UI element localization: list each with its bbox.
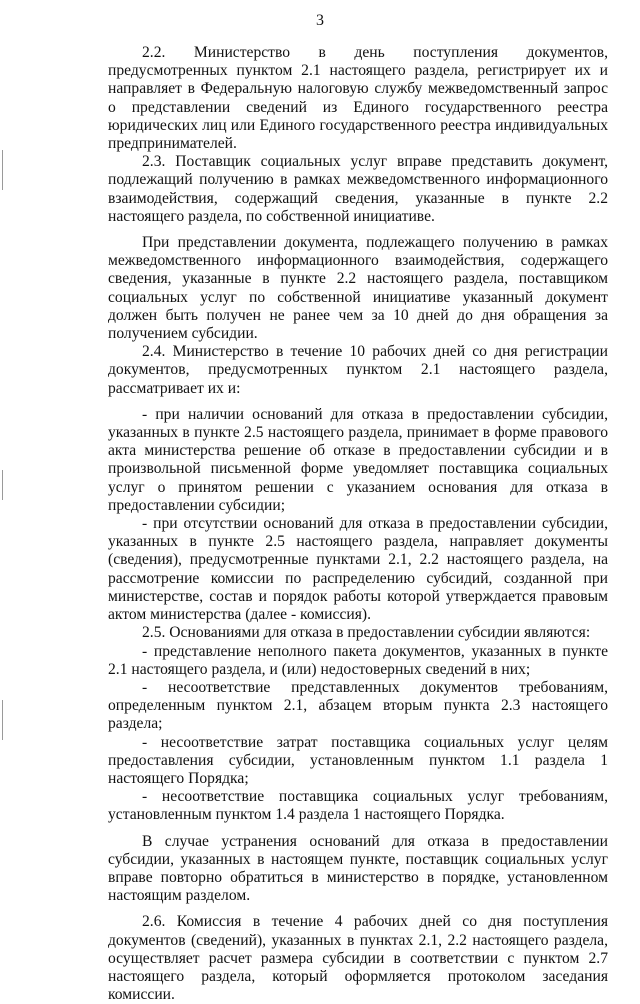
page-number: 3 xyxy=(316,12,324,29)
paragraph-2-3: 2.3. Поставщик социальных услуг вправе представить документ, подлежащий получению в рамках межведомственного информационного взаимодействия, содержащий сведения, указанные в пункте 2.2 настоящего раздела, по собственной инициативе. xyxy=(108,153,608,225)
paragraph-2-5: 2.5. Основаниями для отказа в предоставлении субсидии являются: xyxy=(142,624,591,642)
list-item-provider-mismatch: - несоответствие поставщика социальных услуг требованиям, установленным пунктом 1.4 раздела 1 настоящего Порядка. xyxy=(108,788,608,824)
list-item-cost-mismatch: - несоответствие затрат поставщика социальных услуг целям предоставления субсидии, установленным пунктом 1.1 раздела 1 настоящего Порядка; xyxy=(108,733,608,787)
paragraph-2-3-note: При представлении документа, подлежащего получению в рамках межведомственного информационного взаимодействия, содержащего сведения, указанные в пункте 2.2 настоящего раздела, поставщиком социальных услуг по собственной инициативе указанный документ должен быть получен не ранее чем за 10 дней до дня обращения за получением субсидии. xyxy=(108,234,608,343)
paragraph-2-5-resubmission: В случае устранения оснований для отказа в предоставлении субсидии, указанных в настоящем пункте, поставщик социальных услуг вправе повторно обратиться в министерство в порядке, установленном настоящим разделом. xyxy=(108,832,608,905)
list-item-document-mismatch: - несоответствие представленных документов требованиям, определенным пунктом 2.1, абзацем вторым пункта 2.3 настоящего раздела; xyxy=(108,678,608,733)
paragraph-2-4-commission: - при отсутствии оснований для отказа в предоставлении субсидии, указанных в пункте 2.5 настоящего раздела, направляет документы (сведения), предусмотренные пунктами 2.1, 2.2 настоящего раздела, на рассмотрение комиссии по распределению субсидий, созданной при министерстве, состав и порядок работы которой утверждается правовым актом министерства (далее - комиссия). xyxy=(108,515,608,624)
paragraph-2-4-refusal: - при наличии оснований для отказа в предоставлении субсидии, указанных в пункте 2.5 настоящего раздела, принимает в форме правового акта министерства решение об отказе в предоставлении субсидии и в произвольной письменной форме уведомляет поставщика социальных услуг о принятом решении с указанием основания для отказа в предоставлении субсидии; xyxy=(108,405,608,514)
scan-edge-mark xyxy=(2,700,3,740)
paragraph-2-4: 2.4. Министерство в течение 10 рабочих дней со дня регистрации документов, предусмотренных пунктом 2.1 настоящего раздела, рассматривает их и: xyxy=(108,343,608,397)
list-item-incomplete-package: - представление неполного пакета документов, указанных в пункте 2.1 настоящего раздела, и (или) недостоверных сведений в них; xyxy=(108,642,608,678)
scan-edge-mark xyxy=(2,470,3,500)
document-body xyxy=(108,44,608,1004)
paragraph-2-2: 2.2. Министерство в день поступления документов, предусмотренных пунктом 2.1 настоящего раздела, регистрирует их и направляет в Федеральную налоговую службу межведомственный запрос о представлении сведений из Единого государственного реестра юридических лиц или Единого государственного реестра индивидуальных предпринимателей. xyxy=(108,44,608,153)
scan-edge-mark xyxy=(2,150,3,190)
paragraph-2-6: 2.6. Комиссия в течение 4 рабочих дней со дня поступления документов (сведений), указанных в пунктах 2.1, 2.2 настоящего раздела, осуществляет расчет размера субсидии в соответствии с пунктом 2.7 настоящего раздела, который оформляется протоколом заседания комиссии. xyxy=(108,913,608,1004)
